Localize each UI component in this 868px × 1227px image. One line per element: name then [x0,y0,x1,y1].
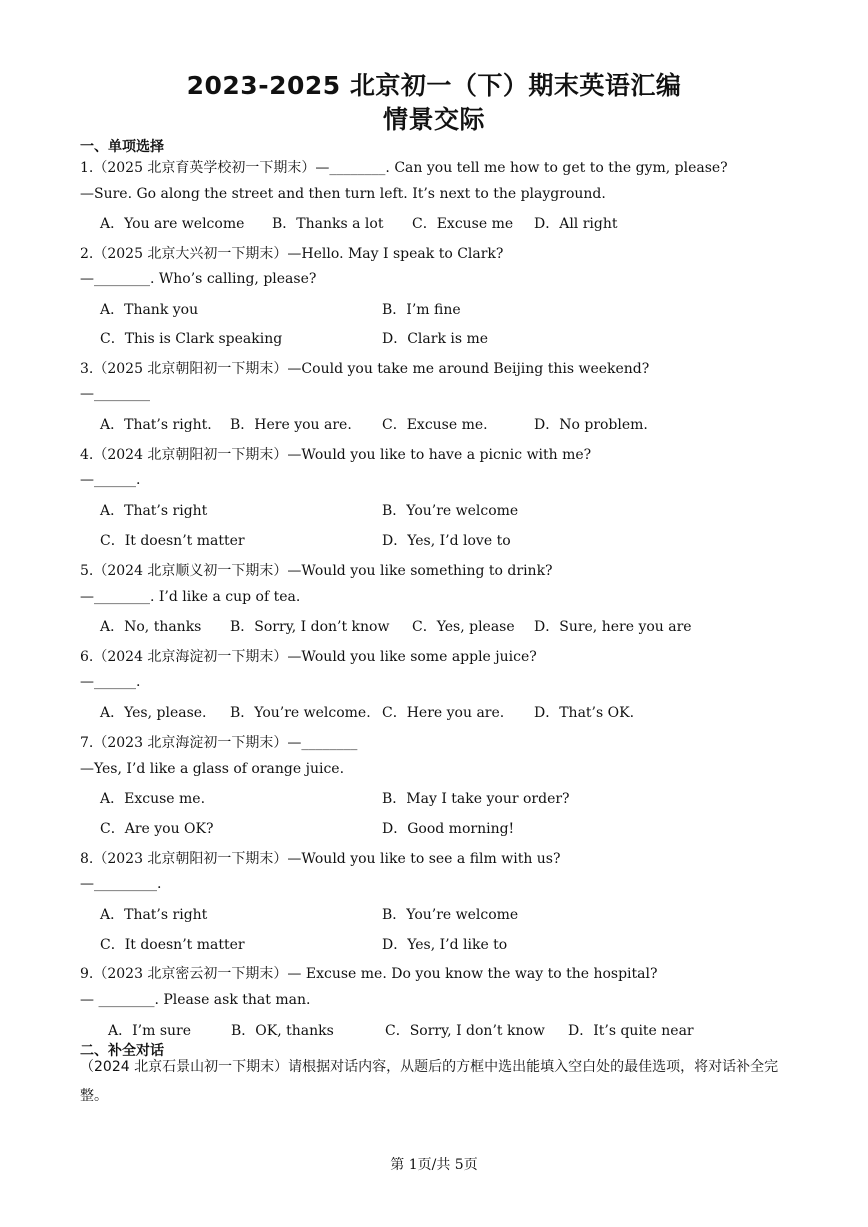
option-d: D．Good morning! [382,821,515,837]
option-c: C．It doesn’t matter [100,533,245,549]
section-heading-single-choice: 一、单项选择 [80,139,164,155]
option-a: A．Yes, please. [100,705,207,721]
option-a: A．That’s right [100,503,208,519]
question-stem: 6.（2024 北京海淀初一下期末）—Would you like some apple juice? [80,649,537,665]
question-stem: 7.（2023 北京海淀初一下期末）—________ [80,735,358,751]
question-stem: 9.（2023 北京密云初一下期末）— Excuse me. Do you know the way to the hospital? [80,966,658,982]
option-c: C．Yes, please [412,619,515,635]
document-title: 2023-2025 北京初一（下）期末英语汇编 [186,71,682,100]
option-a: A．You are welcome [100,216,245,232]
question-reply: —_________. [80,876,162,892]
option-a: A．Thank you [100,302,199,318]
question-reply: —Yes, I’d like a glass of orange juice. [80,761,345,777]
option-c: C．Here you are. [382,705,505,721]
question-stem: 5.（2024 北京顺义初一下期末）—Would you like something to drink? [80,563,553,579]
option-a: A．That’s right [100,907,208,923]
section-heading-complete-dialogue: 二、补全对话 [80,1043,164,1059]
option-b: B．Thanks a lot [272,216,384,232]
option-a: A．Excuse me. [100,791,206,807]
question-reply: —______. [80,674,141,690]
section-instruction: （2024 北京石景山初一下期末）请根据对话内容，从题后的方框中选出能填入空白处的最佳选项，将对话补全完整。 [80,1059,779,1104]
option-c: C．Excuse me. [382,417,488,433]
option-d: D．Yes, I’d like to [382,937,508,953]
option-d: D．Sure, here you are [534,619,692,635]
option-a: A．I’m sure [108,1023,191,1039]
question-stem: 2.（2025 北京大兴初一下期末）—Hello. May I speak to Clark? [80,246,504,262]
option-c: C．Excuse me [412,216,514,232]
option-b: B．Here you are. [230,417,352,433]
question-reply: —________. I’d like a cup of tea. [80,589,301,605]
question-reply: — ________. Please ask that man. [80,992,311,1008]
option-c: C．Sorry, I don’t know [385,1023,545,1039]
option-b: B．You’re welcome. [230,705,371,721]
option-d: D．All right [534,216,618,232]
page-number: 第 1页/共 5页 [390,1157,478,1173]
option-b: B．I’m fine [382,302,461,318]
question-reply: —________. Who’s calling, please? [80,271,317,287]
question-reply: —________ [80,386,150,402]
option-d: D．No problem. [534,417,648,433]
option-c: C．It doesn’t matter [100,937,245,953]
option-c: C．This is Clark speaking [100,331,283,347]
option-a: A．That’s right. [100,417,212,433]
question-reply: —Sure. Go along the street and then turn left. It’s next to the playground. [80,186,606,202]
option-d: D．It’s quite near [568,1023,694,1039]
option-b: B．You’re welcome [382,503,519,519]
option-d: D．Clark is me [382,331,489,347]
option-b: B．OK, thanks [231,1023,334,1039]
option-c: C．Are you OK? [100,821,214,837]
option-d: D．Yes, I’d love to [382,533,511,549]
question-stem: 3.（2025 北京朝阳初一下期末）—Could you take me around Beijing this weekend? [80,361,650,377]
question-stem: 8.（2023 北京朝阳初一下期末）—Would you like to see a film with us? [80,851,561,867]
option-b: B．Sorry, I don’t know [230,619,390,635]
document-subtitle: 情景交际 [382,105,485,134]
option-b: B．May I take your order? [382,791,570,807]
question-stem: 1.（2025 北京育英学校初一下期末）—________. Can you tell me how to get to the gym, please? [80,160,728,176]
question-reply: —______. [80,472,141,488]
option-b: B．You’re welcome [382,907,519,923]
question-stem: 4.（2024 北京朝阳初一下期末）—Would you like to have a picnic with me? [80,447,592,463]
option-d: D．That’s OK. [534,705,635,721]
option-a: A．No, thanks [100,619,202,635]
